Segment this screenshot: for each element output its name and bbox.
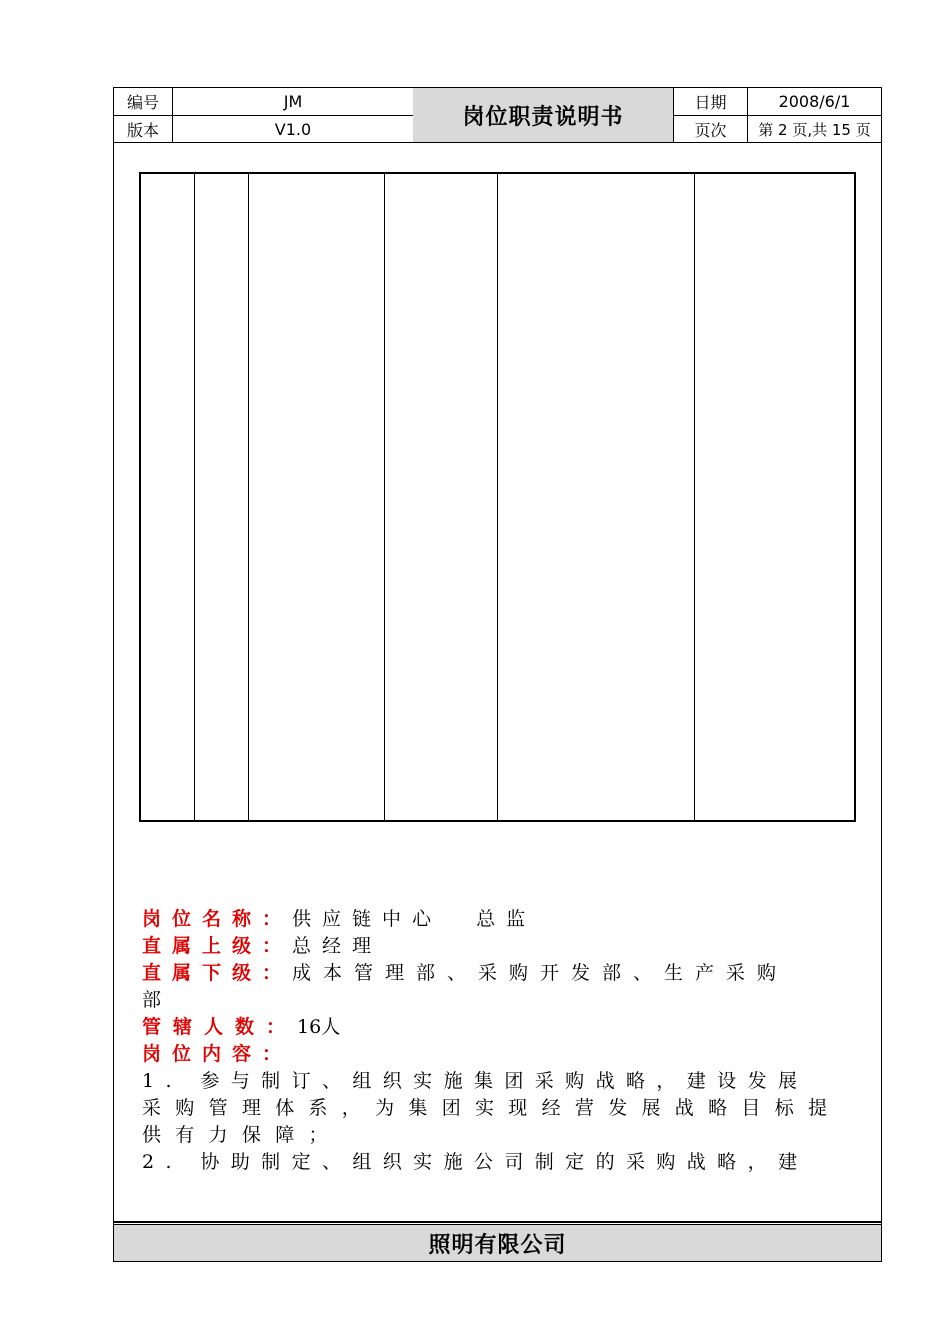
content-label: 岗位内容： (142, 1043, 293, 1065)
page-value: 第 2 页,共 15 页 (758, 121, 871, 139)
superior-row (142, 933, 844, 960)
code-label: 编号 (126, 93, 159, 112)
table-column-divider (694, 174, 695, 820)
company-footer: 照明有限公司 (113, 1224, 882, 1262)
duty-line: 2. 协助制定、组织实施公司制定的采购战略，建 (142, 1151, 809, 1173)
table-column-divider (248, 174, 249, 820)
subordinate-row (142, 960, 844, 987)
continued-table (139, 172, 856, 822)
table-column-divider (497, 174, 498, 820)
headcount-value: 16人 (297, 1016, 341, 1038)
footer-rule (113, 1221, 882, 1223)
headcount-label: 管辖人数： (142, 1016, 298, 1038)
content-row (142, 1041, 844, 1068)
duty-line: 1. 参与制订、组织实施集团采购战略，建设发展 (142, 1070, 809, 1092)
subordinate-value: 成本管理部、采购开发部、生产采购 (292, 962, 789, 984)
document-header (113, 87, 882, 143)
job-name-row (142, 906, 844, 933)
table-column-divider (384, 174, 385, 820)
page-label: 页次 (694, 121, 727, 140)
table-column-divider (194, 174, 195, 820)
subordinate-label: 直属下级： (142, 962, 293, 984)
code-value: JM (283, 92, 303, 111)
version-value: V1.0 (274, 120, 312, 139)
date-value: 2008/6/1 (778, 92, 851, 111)
version-label: 版本 (126, 121, 159, 140)
job-name-label: 岗位名称： (142, 908, 293, 930)
job-name-value: 供应链中心 总监 (292, 908, 537, 930)
headcount-row (142, 1014, 844, 1041)
document-title: 岗位职责说明书 (413, 88, 673, 142)
job-description (142, 906, 844, 1176)
date-label: 日期 (694, 93, 727, 112)
superior-label: 直属上级： (142, 935, 293, 957)
duty-line: 供有力保障； (142, 1124, 342, 1146)
superior-value: 总经理 (292, 935, 383, 957)
duty-line: 采购管理体系，为集团实现经营发展战略目标提 (142, 1097, 842, 1119)
subordinate-continued: 部 (142, 989, 162, 1011)
